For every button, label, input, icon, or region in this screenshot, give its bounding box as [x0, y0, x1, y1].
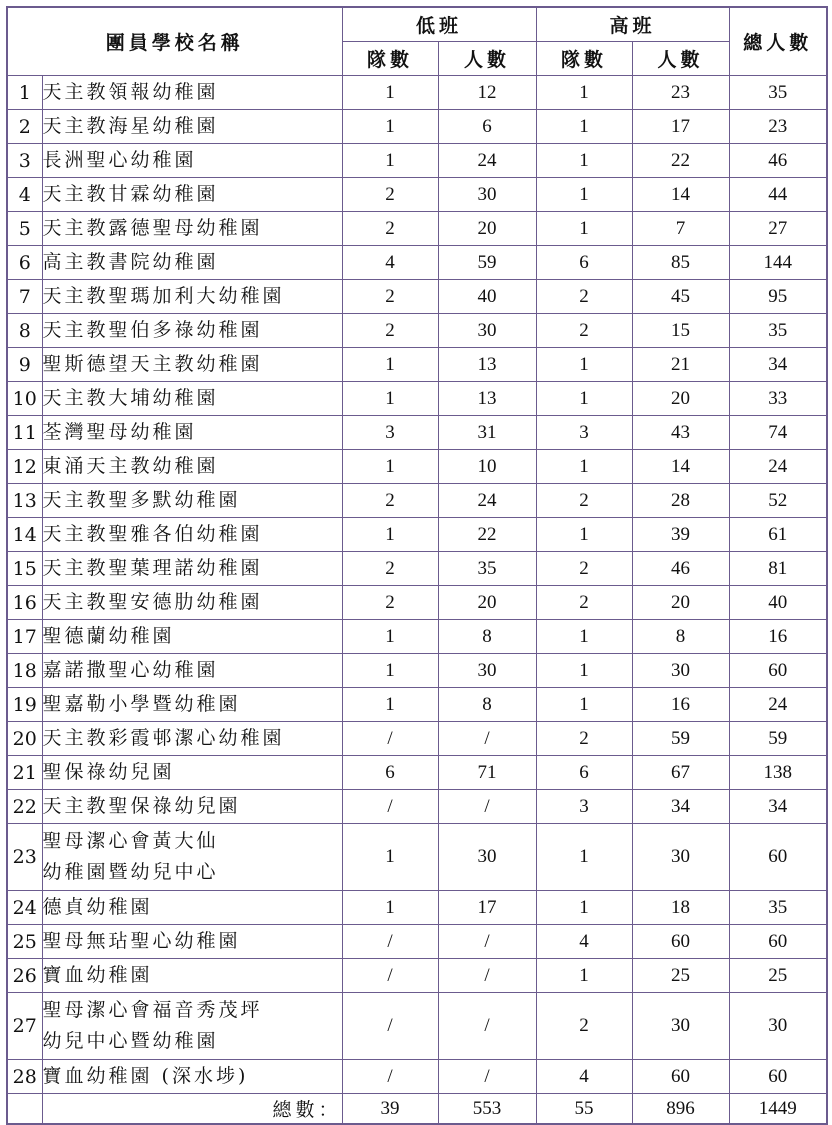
- total-people-cell: 27: [729, 212, 827, 246]
- school-name-line: 天主教聖伯多祿幼稚園: [42, 319, 263, 341]
- row-number: 16: [7, 586, 42, 620]
- high-people-cell: 60: [632, 925, 729, 959]
- low-people-cell: 24: [438, 484, 536, 518]
- high-people-cell: 45: [632, 280, 729, 314]
- school-name-line: 幼兒中心暨幼稚園: [42, 1030, 219, 1052]
- school-name-line: 德貞幼稚園: [42, 896, 153, 918]
- high-people-cell: 18: [632, 891, 729, 925]
- enrollment-table: [6, 6, 828, 1125]
- table-body: [7, 76, 827, 1094]
- low-people-cell: 31: [438, 416, 536, 450]
- low-teams-cell: 2: [342, 212, 438, 246]
- low-teams-cell: /: [342, 925, 438, 959]
- low-people-cell: 71: [438, 756, 536, 790]
- total-people-cell: 35: [729, 314, 827, 348]
- low-teams-cell: 2: [342, 586, 438, 620]
- high-teams-cell: 6: [536, 246, 632, 280]
- total-people-cell: 34: [729, 348, 827, 382]
- high-people-cell: 39: [632, 518, 729, 552]
- school-name: [42, 246, 342, 280]
- high-people-cell: 20: [632, 586, 729, 620]
- header-high-people: 人數: [632, 42, 729, 76]
- high-teams-cell: 1: [536, 212, 632, 246]
- high-people-cell: 8: [632, 620, 729, 654]
- row-number: 3: [7, 144, 42, 178]
- total-people-cell: 30: [729, 993, 827, 1060]
- low-people-cell: 30: [438, 314, 536, 348]
- school-name: [42, 178, 342, 212]
- low-people-cell: 30: [438, 178, 536, 212]
- high-teams-cell: 1: [536, 450, 632, 484]
- high-teams-cell: 1: [536, 76, 632, 110]
- school-name-line: 聖德蘭幼稚園: [42, 625, 175, 647]
- high-teams-cell: 1: [536, 620, 632, 654]
- header-total-people: 總人數: [729, 7, 827, 76]
- total-people-cell: 25: [729, 959, 827, 993]
- total-people-cell: 81: [729, 552, 827, 586]
- table-row: [7, 993, 827, 1060]
- school-name: [42, 993, 342, 1060]
- high-people-cell: 30: [632, 993, 729, 1060]
- high-people-cell: 46: [632, 552, 729, 586]
- row-number: 20: [7, 722, 42, 756]
- school-name: [42, 552, 342, 586]
- high-teams-cell: 2: [536, 484, 632, 518]
- total-people-cell: 138: [729, 756, 827, 790]
- low-teams-cell: 2: [342, 314, 438, 348]
- table-row: [7, 416, 827, 450]
- low-people-cell: 13: [438, 348, 536, 382]
- school-name-line: 天主教聖雅各伯幼稚園: [42, 523, 263, 545]
- school-name-line: 聖嘉勒小學暨幼稚園: [42, 693, 241, 715]
- header-high-teams: 隊數: [536, 42, 632, 76]
- high-people-cell: 20: [632, 382, 729, 416]
- total-people-cell: 24: [729, 450, 827, 484]
- header-low-teams: 隊數: [342, 42, 438, 76]
- school-name: [42, 620, 342, 654]
- total-people-cell: 44: [729, 178, 827, 212]
- row-number: 24: [7, 891, 42, 925]
- high-teams-cell: 2: [536, 314, 632, 348]
- high-teams-cell: 2: [536, 280, 632, 314]
- low-teams-cell: 1: [342, 891, 438, 925]
- row-number: 18: [7, 654, 42, 688]
- school-name-line: 嘉諾撒聖心幼稚園: [42, 659, 219, 681]
- low-teams-cell: 1: [342, 110, 438, 144]
- total-people-cell: 35: [729, 891, 827, 925]
- table-row: [7, 246, 827, 280]
- low-teams-cell: /: [342, 1060, 438, 1094]
- low-people-cell: 13: [438, 382, 536, 416]
- total-people-cell: 60: [729, 925, 827, 959]
- high-teams-cell: 1: [536, 688, 632, 722]
- high-people-cell: 23: [632, 76, 729, 110]
- low-teams-cell: 1: [342, 620, 438, 654]
- table-row: [7, 688, 827, 722]
- school-name: [42, 280, 342, 314]
- school-name: [42, 348, 342, 382]
- row-number: 17: [7, 620, 42, 654]
- high-teams-cell: 2: [536, 722, 632, 756]
- high-teams-cell: 1: [536, 891, 632, 925]
- high-teams-cell: 4: [536, 1060, 632, 1094]
- row-number: 11: [7, 416, 42, 450]
- table-row: [7, 280, 827, 314]
- high-teams-cell: 3: [536, 790, 632, 824]
- low-people-cell: 8: [438, 688, 536, 722]
- row-number: 27: [7, 993, 42, 1060]
- total-people-cell: 33: [729, 382, 827, 416]
- school-name-line: 東涌天主教幼稚園: [42, 455, 219, 477]
- high-people-cell: 15: [632, 314, 729, 348]
- table-row: [7, 110, 827, 144]
- school-name-line: 天主教聖葉理諾幼稚園: [42, 557, 263, 579]
- totals-grand-total: 1449: [729, 1094, 827, 1125]
- header-low-class: 低班: [342, 7, 536, 42]
- row-number: 15: [7, 552, 42, 586]
- table-row: [7, 756, 827, 790]
- school-name: [42, 110, 342, 144]
- row-number: 19: [7, 688, 42, 722]
- high-teams-cell: 4: [536, 925, 632, 959]
- table-row: [7, 586, 827, 620]
- low-teams-cell: /: [342, 959, 438, 993]
- high-people-cell: 22: [632, 144, 729, 178]
- low-teams-cell: 6: [342, 756, 438, 790]
- total-people-cell: 74: [729, 416, 827, 450]
- total-people-cell: 35: [729, 76, 827, 110]
- total-people-cell: 52: [729, 484, 827, 518]
- high-people-cell: 30: [632, 824, 729, 891]
- table-row: [7, 76, 827, 110]
- totals-low-teams: 39: [342, 1094, 438, 1125]
- school-name-line: 寶血幼稚園: [42, 964, 153, 986]
- low-teams-cell: 1: [342, 382, 438, 416]
- high-teams-cell: 2: [536, 586, 632, 620]
- table-row: [7, 824, 827, 891]
- table-row: [7, 484, 827, 518]
- school-name: [42, 76, 342, 110]
- low-teams-cell: 1: [342, 688, 438, 722]
- school-name-line: 聖母無玷聖心幼稚園: [42, 930, 241, 952]
- header-school-name: 團員學校名稱: [7, 7, 342, 76]
- row-number: 22: [7, 790, 42, 824]
- school-name-line: 天主教甘霖幼稚園: [42, 183, 219, 205]
- high-teams-cell: 1: [536, 348, 632, 382]
- high-people-cell: 43: [632, 416, 729, 450]
- total-people-cell: 24: [729, 688, 827, 722]
- low-teams-cell: 2: [342, 280, 438, 314]
- row-number: 8: [7, 314, 42, 348]
- high-teams-cell: 1: [536, 144, 632, 178]
- school-name-line: 聖母潔心會福音秀茂坪: [42, 999, 263, 1021]
- header-low-people: 人數: [438, 42, 536, 76]
- total-people-cell: 40: [729, 586, 827, 620]
- row-number: 23: [7, 824, 42, 891]
- high-teams-cell: 1: [536, 178, 632, 212]
- high-people-cell: 59: [632, 722, 729, 756]
- school-name-line: 荃灣聖母幼稚園: [42, 421, 197, 443]
- school-name-line: 寶血幼稚園 (深水埗): [42, 1065, 249, 1087]
- header-high-class: 高班: [536, 7, 729, 42]
- school-name-line: 天主教聖瑪加利大幼稚園: [42, 285, 285, 307]
- high-people-cell: 85: [632, 246, 729, 280]
- table-row: [7, 620, 827, 654]
- low-people-cell: /: [438, 722, 536, 756]
- low-teams-cell: 1: [342, 824, 438, 891]
- table-row: [7, 654, 827, 688]
- high-teams-cell: 2: [536, 552, 632, 586]
- low-people-cell: 40: [438, 280, 536, 314]
- row-number: 1: [7, 76, 42, 110]
- low-teams-cell: 2: [342, 552, 438, 586]
- school-name: [42, 790, 342, 824]
- table-row: [7, 925, 827, 959]
- low-teams-cell: 4: [342, 246, 438, 280]
- row-number: 26: [7, 959, 42, 993]
- totals-high-teams: 55: [536, 1094, 632, 1125]
- table-row: [7, 891, 827, 925]
- table-row: [7, 450, 827, 484]
- school-name-line: 天主教聖安德肋幼稚園: [42, 591, 263, 613]
- high-people-cell: 30: [632, 654, 729, 688]
- row-number: 25: [7, 925, 42, 959]
- total-people-cell: 60: [729, 824, 827, 891]
- school-name: [42, 586, 342, 620]
- school-name-line: 天主教露德聖母幼稚園: [42, 217, 263, 239]
- totals-blank-cell: [7, 1094, 42, 1125]
- school-name: [42, 824, 342, 891]
- low-people-cell: 20: [438, 212, 536, 246]
- table-row: [7, 348, 827, 382]
- school-name: [42, 416, 342, 450]
- high-teams-cell: 1: [536, 110, 632, 144]
- total-people-cell: 34: [729, 790, 827, 824]
- school-name: [42, 688, 342, 722]
- row-number: 7: [7, 280, 42, 314]
- low-people-cell: 35: [438, 552, 536, 586]
- low-teams-cell: 3: [342, 416, 438, 450]
- table-row: [7, 178, 827, 212]
- school-name-line: 天主教彩霞邨潔心幼稚園: [42, 727, 285, 749]
- high-people-cell: 67: [632, 756, 729, 790]
- row-number: 13: [7, 484, 42, 518]
- school-name: [42, 382, 342, 416]
- school-name: [42, 925, 342, 959]
- school-name-line: 天主教領報幼稚園: [42, 81, 219, 103]
- low-teams-cell: 1: [342, 76, 438, 110]
- totals-low-people: 553: [438, 1094, 536, 1125]
- high-people-cell: 25: [632, 959, 729, 993]
- table-row: [7, 959, 827, 993]
- high-teams-cell: 1: [536, 382, 632, 416]
- school-name-line: 天主教聖保祿幼兒園: [42, 795, 241, 817]
- low-people-cell: 12: [438, 76, 536, 110]
- school-name: [42, 1060, 342, 1094]
- high-teams-cell: 1: [536, 824, 632, 891]
- high-people-cell: 21: [632, 348, 729, 382]
- high-people-cell: 34: [632, 790, 729, 824]
- row-number: 28: [7, 1060, 42, 1094]
- school-name: [42, 450, 342, 484]
- low-people-cell: 20: [438, 586, 536, 620]
- high-teams-cell: 1: [536, 959, 632, 993]
- high-people-cell: 7: [632, 212, 729, 246]
- low-teams-cell: 2: [342, 178, 438, 212]
- total-people-cell: 59: [729, 722, 827, 756]
- table-row: [7, 144, 827, 178]
- row-number: 12: [7, 450, 42, 484]
- row-number: 9: [7, 348, 42, 382]
- totals-label: 總數：: [42, 1094, 342, 1125]
- low-teams-cell: /: [342, 790, 438, 824]
- low-people-cell: /: [438, 959, 536, 993]
- low-people-cell: 30: [438, 654, 536, 688]
- school-name: [42, 518, 342, 552]
- school-name-line: 長洲聖心幼稚園: [42, 149, 197, 171]
- high-teams-cell: 1: [536, 654, 632, 688]
- low-people-cell: 59: [438, 246, 536, 280]
- row-number: 5: [7, 212, 42, 246]
- school-name-line: 聖母潔心會黃大仙: [42, 830, 219, 852]
- high-people-cell: 14: [632, 178, 729, 212]
- low-teams-cell: 1: [342, 654, 438, 688]
- low-people-cell: 10: [438, 450, 536, 484]
- totals-row: [7, 1094, 827, 1125]
- school-name: [42, 756, 342, 790]
- low-people-cell: 22: [438, 518, 536, 552]
- row-number: 21: [7, 756, 42, 790]
- row-number: 6: [7, 246, 42, 280]
- low-people-cell: /: [438, 993, 536, 1060]
- low-teams-cell: 2: [342, 484, 438, 518]
- school-name: [42, 654, 342, 688]
- high-people-cell: 16: [632, 688, 729, 722]
- school-name: [42, 484, 342, 518]
- low-people-cell: /: [438, 1060, 536, 1094]
- low-people-cell: 8: [438, 620, 536, 654]
- total-people-cell: 16: [729, 620, 827, 654]
- high-teams-cell: 2: [536, 993, 632, 1060]
- totals-high-people: 896: [632, 1094, 729, 1125]
- low-teams-cell: 1: [342, 348, 438, 382]
- low-people-cell: 24: [438, 144, 536, 178]
- low-people-cell: 6: [438, 110, 536, 144]
- table-row: [7, 790, 827, 824]
- low-people-cell: /: [438, 790, 536, 824]
- total-people-cell: 60: [729, 654, 827, 688]
- school-name: [42, 959, 342, 993]
- school-name: [42, 314, 342, 348]
- total-people-cell: 60: [729, 1060, 827, 1094]
- high-teams-cell: 3: [536, 416, 632, 450]
- school-name-line: 天主教大埔幼稚園: [42, 387, 219, 409]
- table-row: [7, 382, 827, 416]
- row-number: 4: [7, 178, 42, 212]
- table-row: [7, 552, 827, 586]
- low-teams-cell: 1: [342, 450, 438, 484]
- school-name: [42, 722, 342, 756]
- school-name-line: 聖斯德望天主教幼稚園: [42, 353, 263, 375]
- total-people-cell: 144: [729, 246, 827, 280]
- school-name-line: 聖保祿幼兒園: [42, 761, 175, 783]
- table-row: [7, 314, 827, 348]
- row-number: 10: [7, 382, 42, 416]
- table-row: [7, 518, 827, 552]
- school-name-line: 高主教書院幼稚園: [42, 251, 219, 273]
- low-teams-cell: /: [342, 993, 438, 1060]
- high-people-cell: 17: [632, 110, 729, 144]
- low-teams-cell: 1: [342, 518, 438, 552]
- total-people-cell: 61: [729, 518, 827, 552]
- table-row: [7, 212, 827, 246]
- low-people-cell: /: [438, 925, 536, 959]
- total-people-cell: 46: [729, 144, 827, 178]
- total-people-cell: 23: [729, 110, 827, 144]
- table-row: [7, 1060, 827, 1094]
- high-people-cell: 28: [632, 484, 729, 518]
- high-people-cell: 60: [632, 1060, 729, 1094]
- school-name-line: 幼稚園暨幼兒中心: [42, 861, 219, 883]
- school-name: [42, 891, 342, 925]
- low-people-cell: 30: [438, 824, 536, 891]
- high-teams-cell: 6: [536, 756, 632, 790]
- school-name-line: 天主教海星幼稚園: [42, 115, 219, 137]
- high-people-cell: 14: [632, 450, 729, 484]
- school-name: [42, 212, 342, 246]
- school-name-line: 天主教聖多默幼稚園: [42, 489, 241, 511]
- school-name: [42, 144, 342, 178]
- high-teams-cell: 1: [536, 518, 632, 552]
- low-teams-cell: /: [342, 722, 438, 756]
- low-teams-cell: 1: [342, 144, 438, 178]
- total-people-cell: 95: [729, 280, 827, 314]
- row-number: 14: [7, 518, 42, 552]
- low-people-cell: 17: [438, 891, 536, 925]
- row-number: 2: [7, 110, 42, 144]
- table-row: [7, 722, 827, 756]
